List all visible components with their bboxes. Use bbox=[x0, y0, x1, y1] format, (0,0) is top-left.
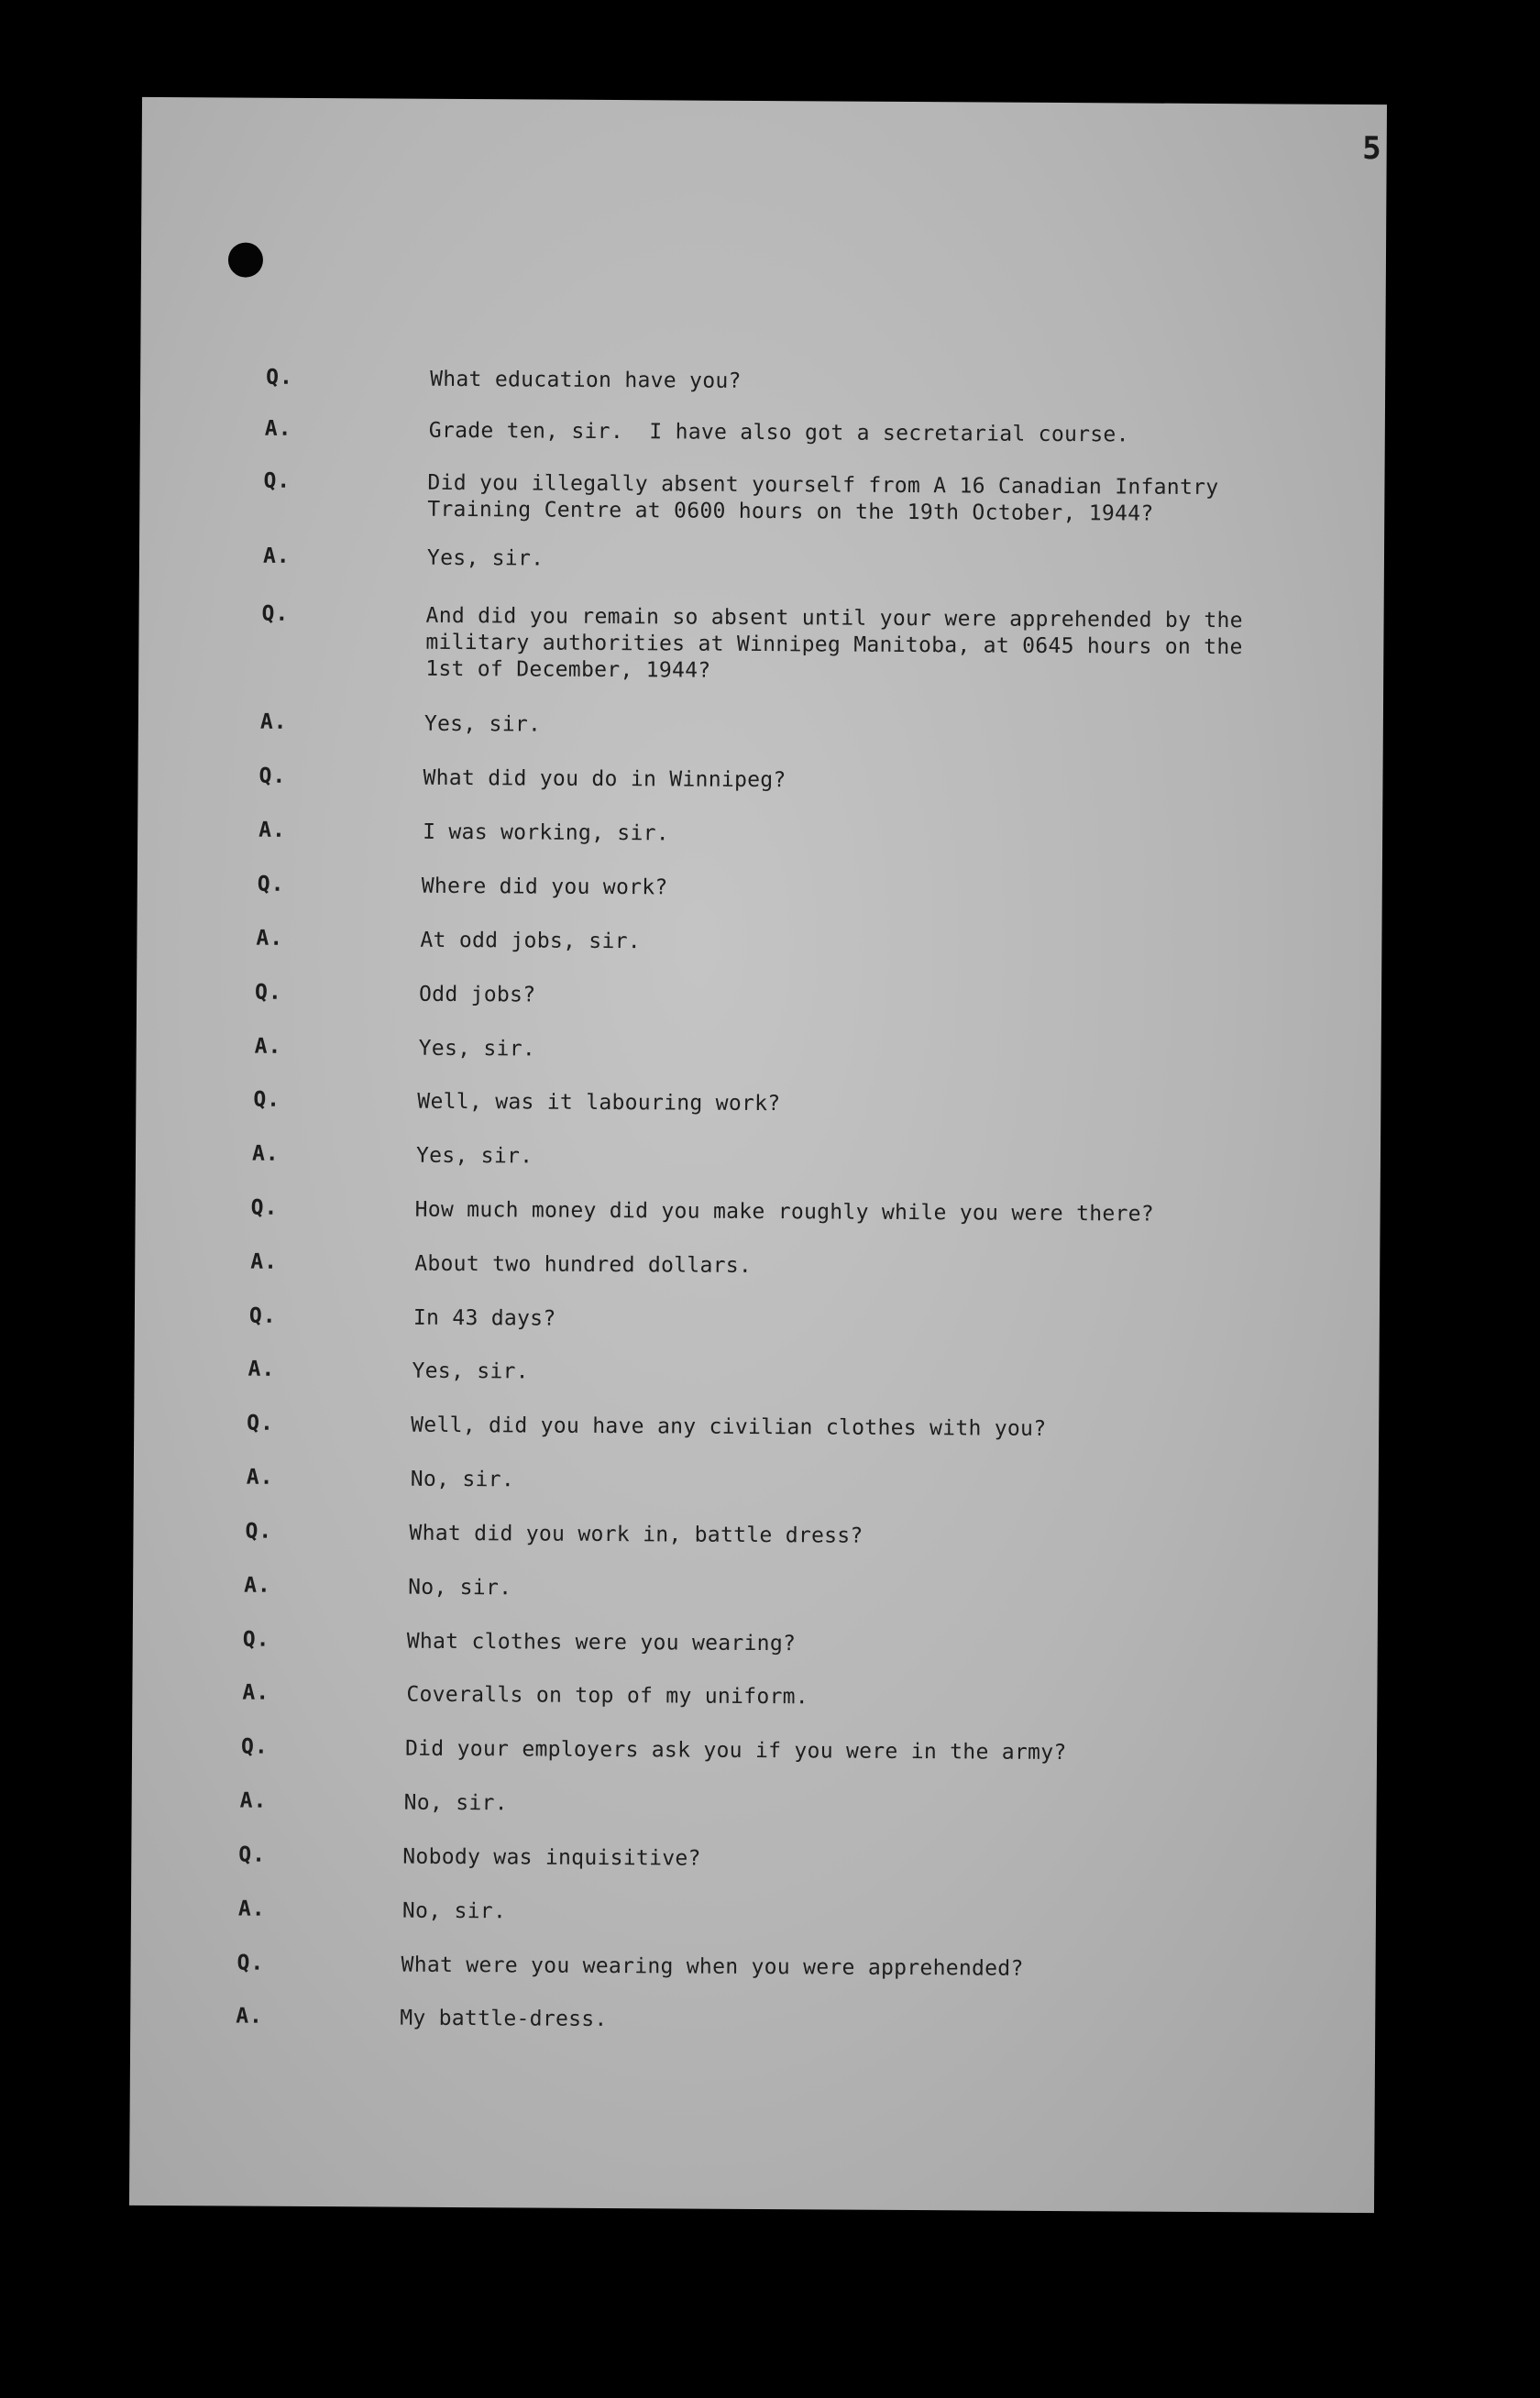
transcript-entry bbox=[138, 926, 1382, 954]
question-label: Q. bbox=[242, 1627, 270, 1652]
transcript-entry bbox=[138, 818, 1382, 846]
answer-label: A. bbox=[237, 1897, 266, 1921]
punch-hole bbox=[228, 242, 263, 277]
answer-text: No, sir. bbox=[403, 1790, 508, 1816]
transcript-entry bbox=[134, 1519, 1379, 1548]
answer-label: A. bbox=[259, 710, 288, 734]
question-label: Q. bbox=[247, 1411, 274, 1436]
transcript-entry bbox=[130, 2004, 1375, 2032]
transcript-entry bbox=[132, 1734, 1377, 1766]
answer-label: A. bbox=[248, 1357, 276, 1381]
answer-text: I was working, sir. bbox=[423, 820, 670, 846]
page-number: 5 bbox=[1362, 130, 1381, 168]
question-label: Q. bbox=[236, 1951, 265, 1975]
question-label: Q. bbox=[238, 1842, 267, 1867]
transcript-entry bbox=[138, 710, 1383, 737]
answer-label: A. bbox=[244, 1573, 271, 1598]
question-text: Well, did you have any civilian clothes with you? bbox=[411, 1413, 1047, 1441]
question-text: Odd jobs? bbox=[418, 982, 536, 1007]
transcript-entry bbox=[132, 1680, 1377, 1710]
answer-label: A. bbox=[251, 1141, 280, 1166]
question-label: Q. bbox=[258, 764, 287, 788]
answer-text: My battle-dress. bbox=[400, 2006, 608, 2032]
transcript-entry bbox=[136, 1195, 1380, 1226]
question-text: What did you work in, battle dress? bbox=[409, 1521, 864, 1548]
answer-text: Yes, sir. bbox=[415, 1143, 534, 1169]
question-text: Did you illegally absent yourself from A 16 Canadian Infantry Training Centre at 0600 hours on the 19th October, 1944? bbox=[427, 470, 1219, 526]
question-label: Q. bbox=[263, 468, 292, 493]
transcript-entry bbox=[140, 468, 1385, 526]
answer-label: A. bbox=[258, 818, 286, 842]
question-label: Q. bbox=[248, 1304, 277, 1328]
transcript-entry bbox=[136, 1087, 1380, 1116]
answer-label: A. bbox=[246, 1465, 274, 1490]
answer-label: A. bbox=[262, 544, 291, 568]
question-label: Q. bbox=[240, 1734, 269, 1759]
transcript-entry bbox=[135, 1304, 1380, 1331]
question-text: Did your employers ask you if you were in the army? bbox=[404, 1736, 1067, 1766]
answer-text: Yes, sir. bbox=[412, 1358, 529, 1384]
question-text: Nobody was inquisitive? bbox=[402, 1844, 701, 1871]
question-label: Q. bbox=[254, 980, 282, 1005]
question-text: What were you wearing when you were apprehended? bbox=[401, 1952, 1024, 1981]
transcript-entry bbox=[133, 1573, 1378, 1600]
transcript-entry bbox=[140, 365, 1385, 393]
transcript bbox=[142, 97, 1387, 2032]
answer-text: No, sir. bbox=[402, 1898, 507, 1924]
answer-label: A. bbox=[256, 926, 284, 951]
transcript-entry bbox=[139, 601, 1384, 683]
transcript-entry bbox=[134, 1411, 1379, 1441]
transcript-entry bbox=[132, 1788, 1377, 1816]
question-label: Q. bbox=[253, 1087, 281, 1112]
answer-label: A. bbox=[239, 1788, 268, 1813]
question-label: Q. bbox=[245, 1519, 273, 1544]
transcript-entry bbox=[140, 416, 1385, 447]
answer-text: Yes, sir. bbox=[424, 711, 542, 737]
answer-label: A. bbox=[254, 1034, 282, 1059]
transcript-entry bbox=[137, 1034, 1381, 1062]
answer-text: Yes, sir. bbox=[418, 1036, 536, 1062]
question-label: Q. bbox=[257, 872, 285, 896]
transcript-entry bbox=[134, 1465, 1379, 1492]
transcript-entry bbox=[133, 1627, 1378, 1656]
transcript-entry bbox=[135, 1357, 1380, 1384]
transcript-entry bbox=[131, 1897, 1376, 1924]
question-text: What education have you? bbox=[430, 367, 742, 393]
transcript-entry bbox=[131, 1842, 1376, 1871]
question-text: What clothes were you wearing? bbox=[406, 1629, 797, 1656]
question-text: And did you remain so absent until your were apprehended by the military authorities at Winnipeg Manitoba, at 0645 hours on the 1st of December, 1944? bbox=[425, 603, 1243, 683]
answer-label: A. bbox=[242, 1680, 270, 1705]
question-text: Where did you work? bbox=[421, 874, 668, 900]
question-text: What did you do in Winnipeg? bbox=[423, 765, 786, 793]
transcript-entry bbox=[137, 980, 1381, 1007]
question-text: How much money did you make roughly while you were there? bbox=[414, 1197, 1155, 1226]
answer-text: Yes, sir. bbox=[426, 545, 544, 571]
question-label: Q. bbox=[261, 601, 290, 626]
question-label: Q. bbox=[266, 365, 293, 390]
transcript-entry bbox=[136, 1141, 1380, 1169]
transcript-entry bbox=[138, 872, 1382, 900]
answer-text: Coveralls on top of my uniform. bbox=[406, 1682, 809, 1710]
transcript-entry bbox=[131, 1951, 1376, 1981]
transcript-entry bbox=[139, 544, 1384, 571]
answer-label: A. bbox=[264, 416, 292, 441]
question-label: Q. bbox=[250, 1195, 279, 1220]
answer-text: No, sir. bbox=[410, 1467, 515, 1492]
answer-text: About two hundred dollars. bbox=[414, 1251, 753, 1278]
transcript-entry bbox=[138, 764, 1383, 793]
answer-text: Grade ten, sir. I have also got a secretarial course. bbox=[428, 418, 1129, 447]
answer-text: No, sir. bbox=[408, 1575, 512, 1600]
transcript-entry bbox=[135, 1249, 1380, 1278]
question-text: In 43 days? bbox=[412, 1305, 556, 1331]
answer-label: A. bbox=[236, 2004, 264, 2029]
answer-label: A. bbox=[250, 1249, 279, 1274]
document-page bbox=[129, 97, 1387, 2213]
answer-text: At odd jobs, sir. bbox=[420, 928, 642, 954]
question-text: Well, was it labouring work? bbox=[417, 1089, 781, 1116]
